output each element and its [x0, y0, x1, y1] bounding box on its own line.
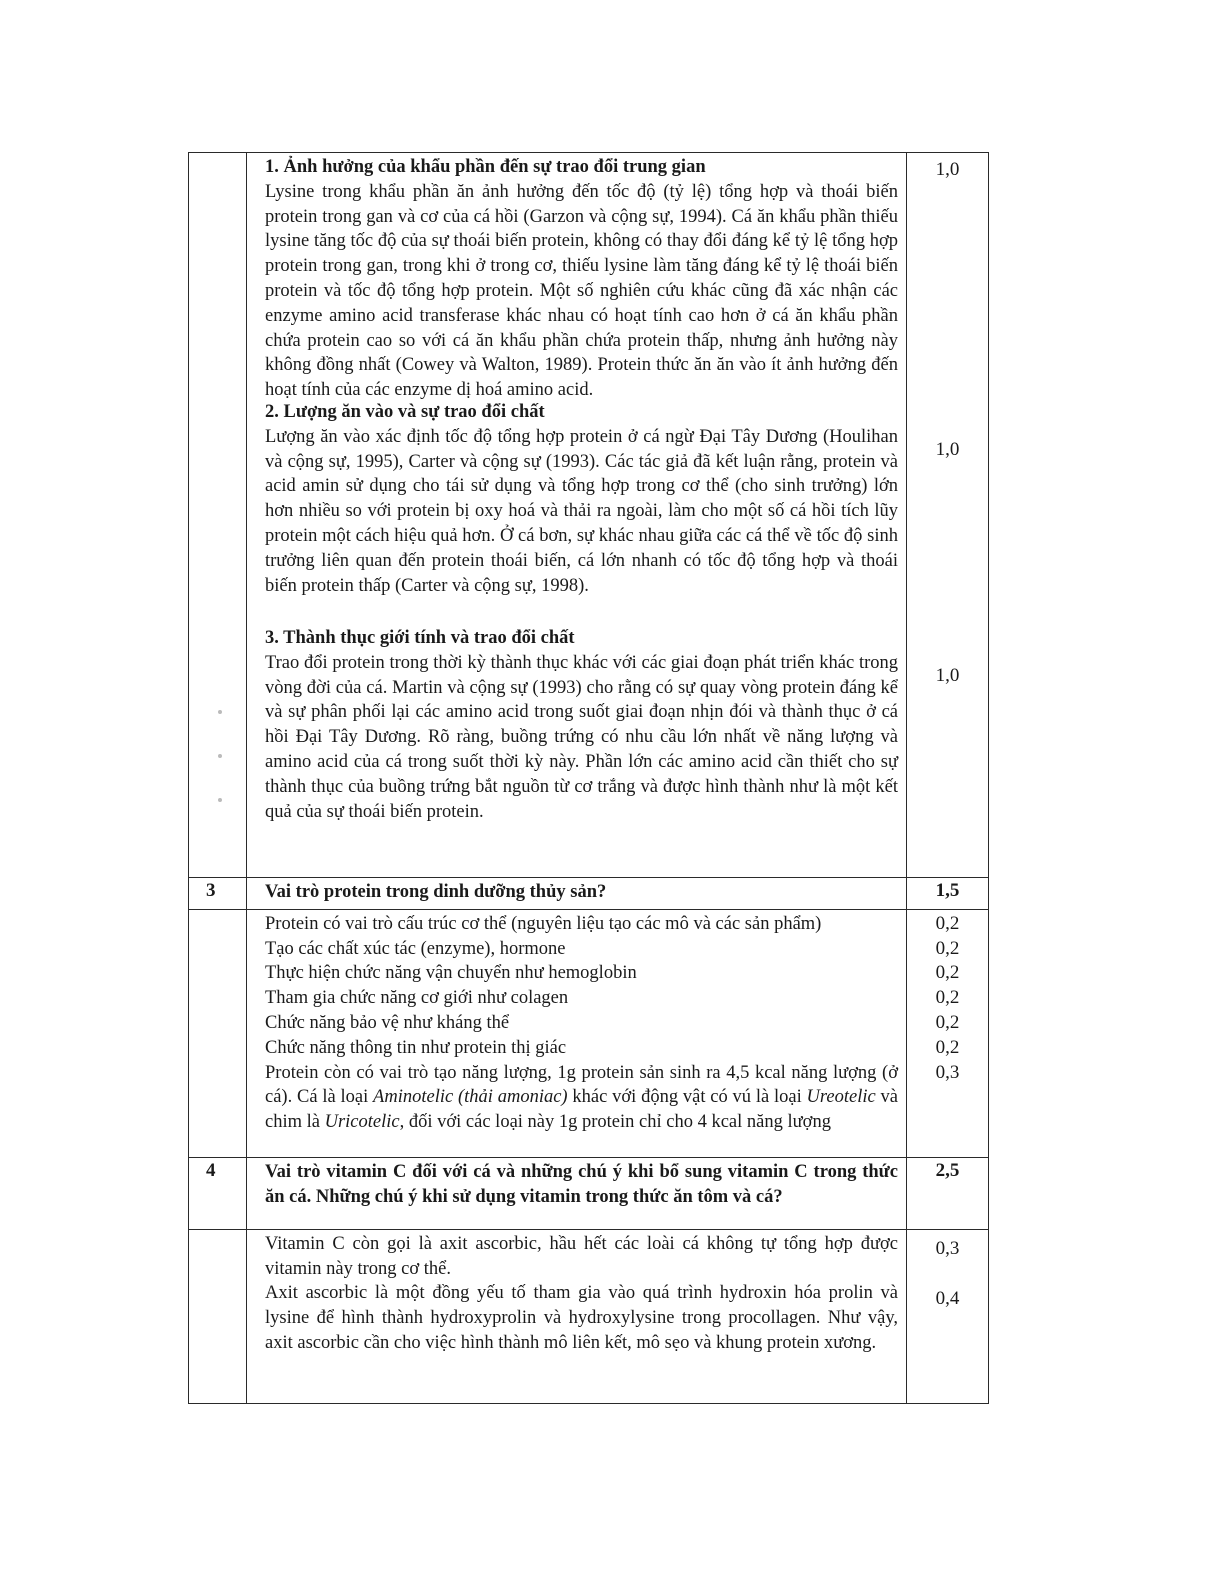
- text-run: , đối với các loại này 1g protein chỉ cho 4 kcal năng lượng: [399, 1112, 831, 1133]
- line-score: 0,2: [935, 912, 960, 934]
- para-score: 0,3: [935, 1237, 960, 1259]
- answer-line: Thực hiện chức năng vận chuyển như hemoglobin: [265, 963, 637, 984]
- question-number-cell: [189, 909, 247, 1157]
- line-score: 0,2: [935, 962, 960, 984]
- content-cell: [247, 153, 907, 878]
- para-score: 0,4: [935, 1287, 960, 1309]
- item-block: [265, 155, 898, 400]
- item-block: [265, 400, 898, 626]
- content-cell: [247, 909, 907, 1157]
- question-number: 3: [189, 878, 247, 910]
- italic-term: Aminotelic (thải amoniac): [373, 1087, 568, 1108]
- italic-term: Ureotelic: [806, 1087, 876, 1108]
- answer-line: Chức năng thông tin như protein thị giác: [265, 1037, 567, 1058]
- item-heading: 2. Lượng ăn vào và sự trao đổi chất: [265, 402, 545, 422]
- answer-line: Tham gia chức năng cơ giới như colagen: [265, 988, 569, 1009]
- score-cell: [907, 153, 989, 878]
- line-score: 0,2: [935, 1036, 960, 1058]
- question-number-cell: [189, 153, 247, 878]
- item-text: Lượng ăn vào xác định tốc độ tổng hợp protein ở cá ngừ Đại Tây Dương (Houlihan và cộng sự, 1995), Carter và cộng sự (1993). Các tác giả đã kết luận rằng, protein và acid amin sử dụng cho tái sử dụng và tổng hợp trong cơ thể (cho sinh trưởng) lớn hơn nhiều so với protein bị oxy hoá và thải ra ngoài, làm cho một số cá hồi tích lũy protein một cách hiệu quả hơn. Ở cá bơn, sự khác nhau giữa các cá thể về tốc độ sinh trưởng liên quan đến protein thoái biến, cá lớn nhanh có tốc độ tổng hợp và thoái biến protein thấp (Carter và cộng sự, 1998).: [265, 426, 898, 596]
- item-block: [265, 626, 898, 824]
- item-heading: 3. Thành thục giới tính và trao đổi chất: [265, 628, 575, 648]
- score-cell: [907, 1229, 989, 1403]
- item-score: 1,0: [935, 439, 960, 460]
- question-number: 4: [189, 1157, 247, 1229]
- table-row: [189, 153, 989, 878]
- line-score: 0,3: [935, 1061, 960, 1083]
- question-title: Vai trò protein trong dinh dưỡng thủy sản?: [247, 878, 907, 910]
- item-text: Lysine trong khẩu phần ăn ảnh hưởng đến tốc độ (tỷ lệ) tổng hợp và thoái biến protein trong gan và cơ của cá hồi (Garzon và cộng sự, 1994). Cá ăn khẩu phần thiếu lysine tăng tốc độ của sự thoái biến protein, không có thay đổi đáng kể tỷ lệ tổng hợp protein trong gan, trong khi ở trong cơ, thiếu lysine làm tăng đáng kể tỷ lệ thoái biến protein và tốc độ tổng hợp protein. Một số nghiên cứu khác cũng đã xác nhận các enzyme amino acid transferase khác nhau có hoạt tính cao hơn ở cá ăn khẩu phần chứa protein cao so với cá ăn khẩu phần chứa protein thấp, nhưng ảnh hưởng này không đồng nhất (Cowey và Walton, 1989). Protein thức ăn ăn vào ít ảnh hưởng đến hoạt tính của các enzyme dị hoá amino acid.: [265, 181, 898, 401]
- question-number-cell: [189, 1229, 247, 1403]
- question-score: 2,5: [907, 1157, 989, 1229]
- answer-paragraph: [265, 1061, 898, 1135]
- item-score: 1,0: [935, 665, 960, 686]
- table-row: [189, 909, 989, 1157]
- item-text: Trao đổi protein trong thời kỳ thành thục khác với các giai đoạn phát triển khác trong vòng đời của cá. Martin và cộng sự (1993) cho rằng có sự quay vòng protein đáng kể và sự phân phối lại các amino acid trong suốt giai đoạn nhịn đói và thành thục ở cá hồi Đại Tây Dương. Rõ ràng, buồng trứng có nhu cầu lớn nhất về năng lượng và amino acid của cá trong suốt thời kỳ này. Phần lớn các amino acid cần thiết cho sự thành thục của buồng trứng bắt nguồn từ cơ trắng và được hình thành như là một kết quả của sự thoái biến protein.: [265, 652, 898, 822]
- table-row: [189, 1157, 989, 1229]
- answer-paragraph: Vitamin C còn gọi là axit ascorbic, hầu hết các loài cá không tự tổng hợp được vitamin này trong cơ thể.: [265, 1233, 898, 1279]
- item-score: 1,0: [935, 159, 960, 180]
- text-run: khác với động vật có vú là loại: [567, 1087, 807, 1108]
- answer-line: Tạo các chất xúc tác (enzyme), hormone: [265, 938, 566, 959]
- answer-line: Protein có vai trò cấu trúc cơ thể (nguyên liệu tạo các mô và các sản phẩm): [265, 913, 822, 934]
- line-score: 0,2: [935, 937, 960, 959]
- line-score: 0,2: [935, 1011, 960, 1033]
- table-row: [189, 1229, 989, 1403]
- question-title: Vai trò vitamin C đối với cá và những chú ý khi bổ sung vitamin C trong thức ăn cá. Những chú ý khi sử dụng vitamin trong thức ăn tôm và cá?: [247, 1157, 907, 1229]
- answer-paragraph: Axit ascorbic là một đồng yếu tố tham gia vào quá trình hydroxin hóa prolin và lysine để hình thành hydroxyprolin và hydroxylysine trong procollagen. Như vậy, axit ascorbic cần cho việc hình thành mô liên kết, mô sẹo và khung protein xương.: [265, 1283, 898, 1353]
- answer-line: Chức năng bảo vệ như kháng thể: [265, 1012, 510, 1033]
- question-score: 1,5: [907, 878, 989, 910]
- line-score: 0,2: [935, 987, 960, 1009]
- item-heading: 1. Ảnh hưởng của khẩu phần đến sự trao đổi trung gian: [265, 157, 706, 177]
- content-cell: [247, 1229, 907, 1403]
- text-run: và chim là: [265, 1087, 898, 1133]
- table-row: [189, 878, 989, 910]
- score-cell: [907, 909, 989, 1157]
- text-run: Protein còn có vai trò tạo năng lượng, 1g protein sản sinh ra 4,5 kcal năng lượng (ở cá). Cá là loại: [265, 1062, 898, 1108]
- answer-table: [188, 152, 989, 1404]
- italic-term: Uricotelic: [324, 1112, 400, 1133]
